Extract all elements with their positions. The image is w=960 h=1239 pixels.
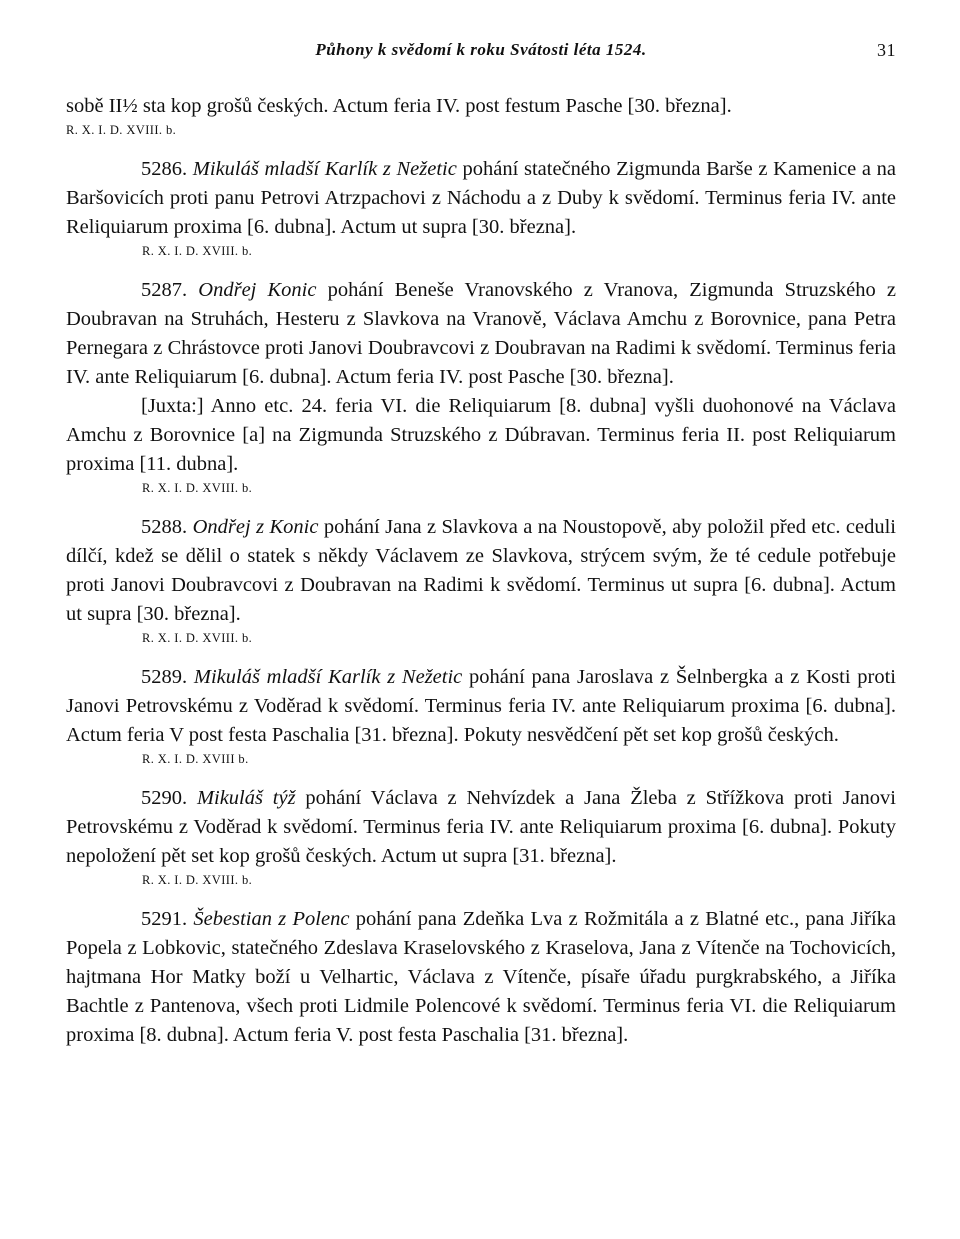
entry-name: Ondřej Konic — [198, 279, 317, 301]
paragraph-continuation — [66, 92, 896, 121]
entry-text: sobě II½ sta kop grošů českých. Actum feria IV. post festum Pasche [30. března]. — [66, 95, 732, 117]
entry-text: pohání pana Jaroslava z Šelnbergka a z Kosti proti Janovi Petrovskému z Voděrad k svědomí. Terminus feria IV. ante Reliquiarum proxima [6. dubna]. Actum feria V post festa Paschalia [31. března]. Pokuty nesvědčení pět set kop grošů českých. — [66, 666, 896, 746]
entry-5287 — [66, 276, 896, 392]
entry-name: Šebestian z Polenc — [193, 908, 350, 930]
entry-text: pohání pana Zdeňka Lva z Rožmitála a z Blatné etc., pana Jiříka Popela z Lobkovic, statečného Zdeslava Kraselovského z Kraselova, Jana z Vítenče na Tochovicích, hajtmana Hor Matky boží u Velhartic, Václava z Vítenče, písaře úřadu purgkrabského, a Jiříka Bachtle z Pantenova, všech proti Lidmile Polencové k svědomí. Terminus feria VI. die Reliquiarum proxima [8. dubna]. Actum feria V. post festa Paschalia [31. března]. — [66, 908, 897, 1046]
entry-5290 — [66, 784, 896, 871]
source-reference: R. X. I. D. XVIII. b. — [142, 481, 253, 495]
page-number: 31 — [877, 40, 896, 60]
entry-text: pohání Václava z Nehvízdek a Jana Žleba z Střížkova proti Janovi Petrovskému z Voděrad k svědomí. Terminus feria IV. ante Reliquiarum proxima [6. dubna]. Pokuty nepoložení pět set kop grošů českých. Actum ut supra [31. března]. — [66, 787, 897, 867]
entry-text: pohání Jana z Slavkova a na Noustopově, aby položil před etc. ceduli dílčí, kdež se dělil o statek s někdy Václavem ze Slavkova, strýcem svým, že té cedule potřebuje proti Janovi Doubravcovi z Doubravan na Radimi k svědomí. Terminus ut supra [6. dubna]. Actum ut supra [30. března]. — [66, 516, 896, 625]
source-reference: R. X. I. D. XVIII. b. — [66, 123, 177, 137]
document-page — [66, 40, 896, 1050]
entry-5291 — [66, 905, 896, 1050]
entry-5287-note — [66, 392, 896, 479]
entry-number: 5290. — [141, 787, 188, 809]
entry-text: pohání statečného Zigmunda Barše z Kamenice a na Baršovicích proti panu Petrovi Atrzpachovi z Náchodu a z Duby k svědomí. Terminus feria IV. ante Reliquiarum proxima [6. dubna]. Actum ut supra [30. března]. — [66, 158, 897, 238]
source-reference: R. X. I. D. XVIII. b. — [142, 873, 253, 887]
running-header — [66, 40, 896, 70]
entry-number: 5286. — [141, 158, 188, 180]
header-title: Půhony k svědomí k roku Svátosti léta 1524. — [315, 40, 647, 59]
entry-5288 — [66, 513, 896, 629]
entry-number: 5288. — [141, 516, 188, 538]
source-reference: R. X. I. D. XVIII. b. — [142, 631, 253, 645]
entry-name: Ondřej z Konic — [192, 516, 319, 538]
entry-text: pohání Beneše Vranovského z Vranova, Zigmunda Struzského z Doubravan na Struhách, Hesteru z Slavkova na Vranově, Václava Amchu z Borovnice, pana Petra Pernegara z Chrástovce proti Janovi Doubravcovi z Doubravan na Radimi k svědomí. Terminus feria IV. ante Reliquiarum [6. dubna]. Actum feria IV. post Pasche [30. března]. — [66, 279, 897, 388]
entry-5289 — [66, 663, 896, 750]
entry-name: Mikuláš týž — [196, 787, 296, 809]
source-reference: R. X. I. D. XVIII b. — [142, 752, 249, 766]
entry-number: 5287. — [141, 279, 188, 301]
source-reference: R. X. I. D. XVIII. b. — [142, 244, 253, 258]
entry-number: 5289. — [141, 666, 188, 688]
entry-note-text: [Juxta:] Anno etc. 24. feria VI. die Reliquiarum [8. dubna] vyšli duohonové na Václava Amchu z Borovnice [a] na Zigmunda Struzského z Dúbravan. Terminus feria II. post Reliquiarum proxima [11. dubna]. — [66, 395, 896, 475]
entry-name: Mikuláš mladší Karlík z Nežetic — [192, 158, 457, 180]
entry-5286 — [66, 155, 896, 242]
document-body — [66, 92, 896, 1050]
entry-name: Mikuláš mladší Karlík z Nežetic — [193, 666, 463, 688]
entry-number: 5291. — [141, 908, 188, 930]
